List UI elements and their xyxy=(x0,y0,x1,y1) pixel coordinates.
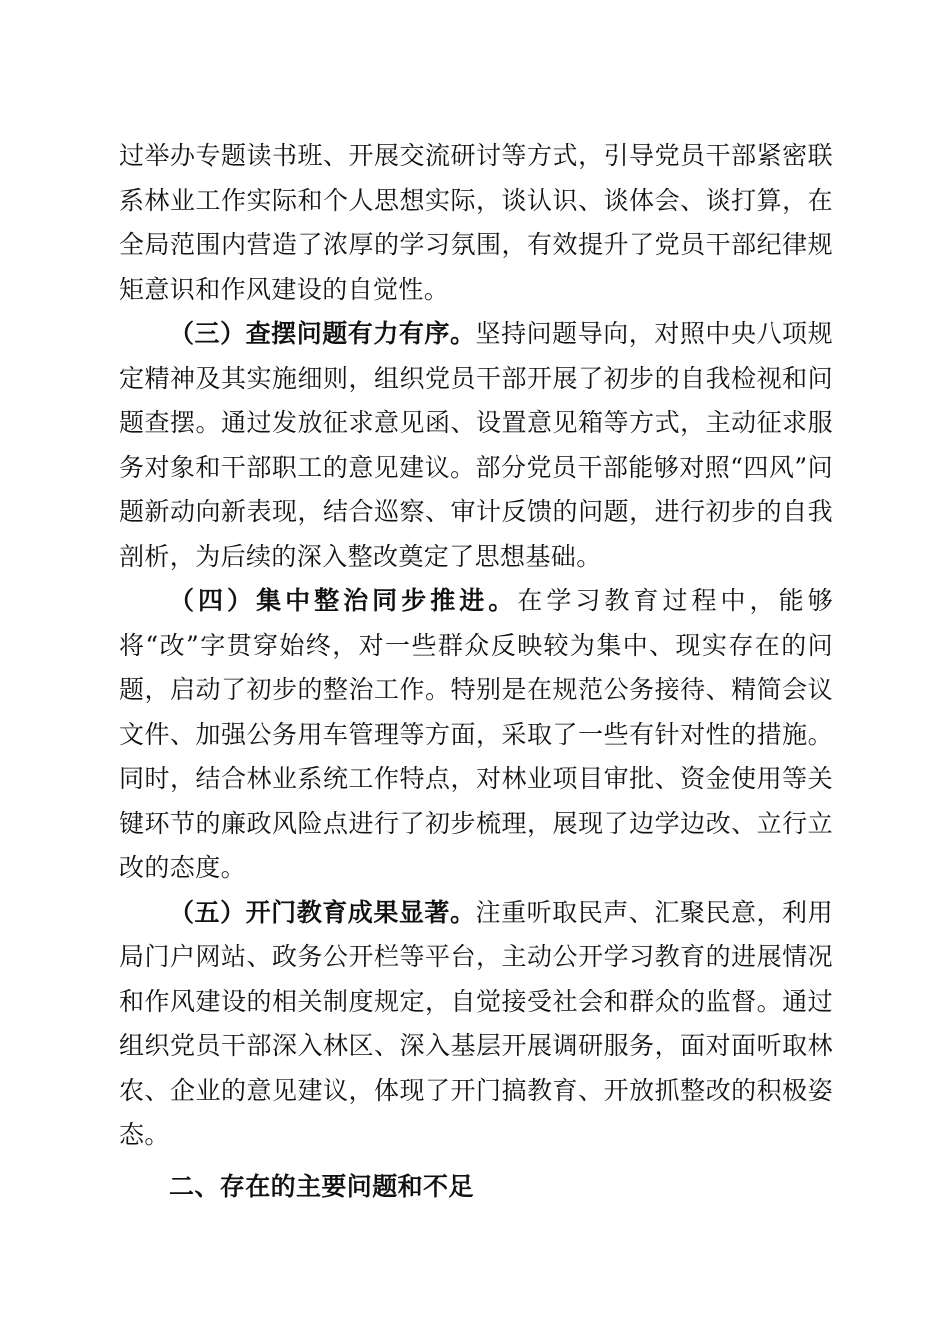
document-body xyxy=(119,134,833,1216)
paragraph-text: 过举办专题读书班、开展交流研讨等方式，引导党员干部紧密联系林业工作实际和个人思想实际，谈认识、谈体会、谈打算，在全局范围内营造了浓厚的学习氛围，有效提升了党员干部纪律规矩意识和作风建设的自觉性。 xyxy=(119,141,833,304)
paragraph-lead: （四）集中整治同步推进。 xyxy=(169,586,518,615)
paragraph-continued xyxy=(119,134,833,312)
paragraph-three xyxy=(119,312,833,579)
paragraph-lead: （三）查摆问题有力有序。 xyxy=(169,319,476,348)
paragraph-text: 在学习教育过程中，能够将“改”字贯穿始终，对一些群众反映较为集中、现实存在的问题，启动了初步的整治工作。特别是在规范公务接待、精简会议文件、加强公务用车管理等方面，采取了一些有针对性的措施。同时，结合林业系统工作特点，对林业项目审批、资金使用等关键环节的廉政风险点进行了初步梳理，展现了边学边改、立行立改的态度。 xyxy=(119,586,833,882)
paragraph-four xyxy=(119,579,833,891)
paragraph-text: 坚持问题导向，对照中央八项规定精神及其实施细则，组织党员干部开展了初步的自我检视和问题查摆。通过发放征求意见函、设置意见箱等方式，主动征求服务对象和干部职工的意见建议。部分党员干部能够对照“四风”问题新动向新表现，结合巡察、审计反馈的问题，进行初步的自我剖析，为后续的深入整改奠定了思想基础。 xyxy=(119,319,833,571)
paragraph-lead: （五）开门教育成果显著。 xyxy=(169,897,476,927)
paragraph-five xyxy=(119,891,833,1158)
section-heading: 二、存在的主要问题和不足 xyxy=(169,1171,474,1201)
paragraph-text: 注重听取民声、汇聚民意，利用局门户网站、政务公开栏等平台，主动公开学习教育的进展情况和作风建设的相关制度规定，自觉接受社会和群众的监督。通过组织党员干部深入林区、深入基层开展调研服务，面对面听取林农、企业的意见建议，体现了开门搞教育、开放抓整改的积极姿态。 xyxy=(119,897,833,1149)
